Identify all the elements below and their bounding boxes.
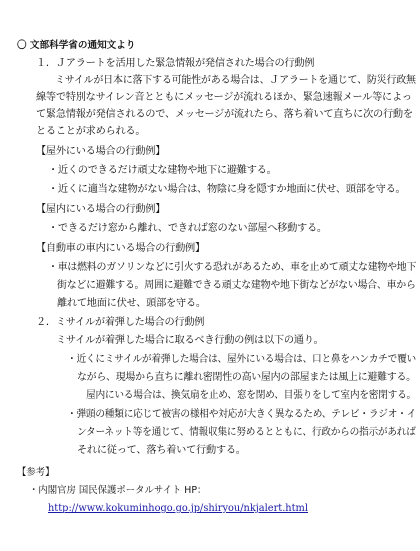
list-item: ・車は燃料のガソリンなどに引火する恐れがあるため、車を止めて頑丈な建物や地下 (48, 262, 417, 273)
paragraph-line: 線等で特別なサイレン音とともにメッセージが流れるほか、緊急速報メール等によっ (36, 92, 412, 103)
list-item: ・近くに適当な建物がない場合は、物陰に身を隠すか地面に伏せ、頭部を守る。 (48, 184, 406, 195)
list-item: ・弾頭の種類に応じて被害の様相や対応が大きく異なるため、テレビ・ラジオ・イ (67, 409, 417, 420)
list-item-continued: それに従って、落ち着いて行動する。 (77, 445, 246, 456)
paragraph-line: て緊急情報が発信されるので、メッセージが流れたら、落ち着いて直ちに次の行動を (36, 109, 413, 120)
subheading-outdoor: 【屋外にいる場合の行動例】 (36, 146, 166, 157)
list-item-continued: 離れて地面に伏せ、頭部を守る。 (57, 298, 206, 309)
section-title: 〇 文部科学省の通知文より (17, 40, 136, 51)
reference-link[interactable]: http://www.kokuminhogo.go.jp/shiryou/nkjalert.html (48, 503, 308, 514)
subheading-car: 【自動車の車内にいる場合の行動例】 (36, 243, 205, 254)
subheading-indoor: 【屋内にいる場合の行動例】 (36, 204, 166, 215)
list-item-continued: 街などに避難する。周囲に避難できる頑丈な建物や地下街などがない場合、車から (57, 280, 416, 291)
reference-label: 【参考】 (17, 467, 55, 478)
paragraph-line: とることが求められる。 (36, 126, 146, 137)
list-item: ・できるだけ窓から離れ、できれば窓のない部屋へ移動する。 (48, 223, 327, 234)
paragraph-line: ミサイルが日本に落下する可能性がある場合は、Ｊアラートを通じて、防災行政無 (55, 75, 416, 86)
list-item-continued: 屋内にいる場合は、換気扇を止め、窓を閉め、目張りをして室内を密閉する。 (86, 390, 416, 401)
paragraph-line: ミサイルが着弾した場合に取るべき行動の例は以下の通り。 (56, 335, 324, 346)
list-item: ・近くにミサイルが着弾した場合は、屋外にいる場合は、口と鼻をハンカチで覆い (67, 354, 416, 365)
reference-item: ・内閣官房 国民保護ポータルサイト HP： (29, 485, 207, 496)
list-item: ・近くのできるだけ頑丈な建物や地下に避難する。 (48, 165, 277, 176)
heading-1: １．Ｊアラートを活用した緊急情報が発信された場合の行動例 (36, 58, 315, 69)
list-item-continued: ンターネット等を通じて、情報収集に努めるとともに、行政からの指示があれば (77, 427, 416, 438)
heading-2: ２．ミサイルが着弾した場合の行動例 (36, 317, 205, 328)
list-item-continued: ながら、現場から直ちに離れ密閉性の高い屋内の部屋または風上に避難する。 (77, 372, 416, 383)
